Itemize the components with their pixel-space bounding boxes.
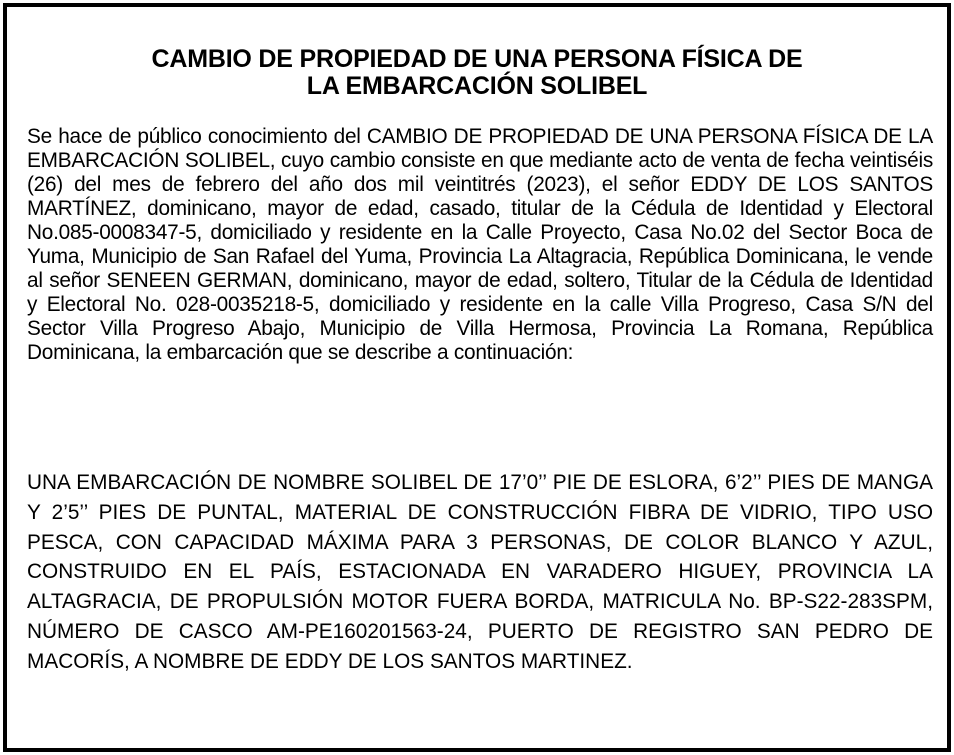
notice-title-line-1: CAMBIO DE PROPIEDAD DE UNA PERSONA FÍSICA DE: [151, 45, 803, 73]
notice-title-line-2: LA EMBARCACIÓN SOLIBEL: [306, 72, 648, 100]
sale-declaration-paragraph: Se hace de público conocimiento del CAMBIO DE PROPIEDAD DE UNA PERSONA FÍSICA DE LA EMBARCACIÓN SOLIBEL, cuyo cambio consiste en que mediante acto de venta de fecha veintiséis (26) del mes de febrero del año dos mil veintitrés (2023), el señor EDDY DE LOS SANTOS MARTÍNEZ, dominicano, mayor de edad, casado, titular de la Cédula de Identidad y Electoral No.085-0008347-5, domiciliado y residente en la Calle Proyecto, Casa No.02 del Sector Boca de Yuma, Municipio de San Rafael del Yuma, Provincia La Altagracia, República Dominicana, le vende al señor SENEEN GERMAN, dominicano, mayor de edad, soltero, Titular de la Cédula de Identidad y Electoral No. 028-0035218-5, domiciliado y residente en la calle Villa Progreso, Casa S/N del Sector Villa Progreso Abajo, Municipio de Villa Hermosa, Provincia La Romana, República Dominicana, la embarcación que se describe a continuación:: [27, 125, 933, 364]
notice-frame: [3, 3, 951, 752]
notice-title: [31, 46, 923, 100]
vessel-description-paragraph: UNA EMBARCACIÓN DE NOMBRE SOLIBEL DE 17’0’’ PIE DE ESLORA, 6’2’’ PIES DE MANGA Y 2’5’’ PIES DE PUNTAL, MATERIAL DE CONSTRUCCIÓN FIBRA DE VIDRIO, TIPO USO PESCA, CON CAPACIDAD MÁXIMA PARA 3 PERSONAS, DE COLOR BLANCO Y AZUL, CONSTRUIDO EN EL PAÍS, ESTACIONADA EN VARADERO HIGUEY, PROVINCIA LA ALTAGRACIA, DE PROPULSIÓN MOTOR FUERA BORDA, MATRICULA No. BP-S22-283SPM, NÚMERO DE CASCO AM-PE160201563-24, PUERTO DE REGISTRO SAN PEDRO DE MACORÍS, A NOMBRE DE EDDY DE LOS SANTOS MARTINEZ.: [27, 471, 933, 673]
